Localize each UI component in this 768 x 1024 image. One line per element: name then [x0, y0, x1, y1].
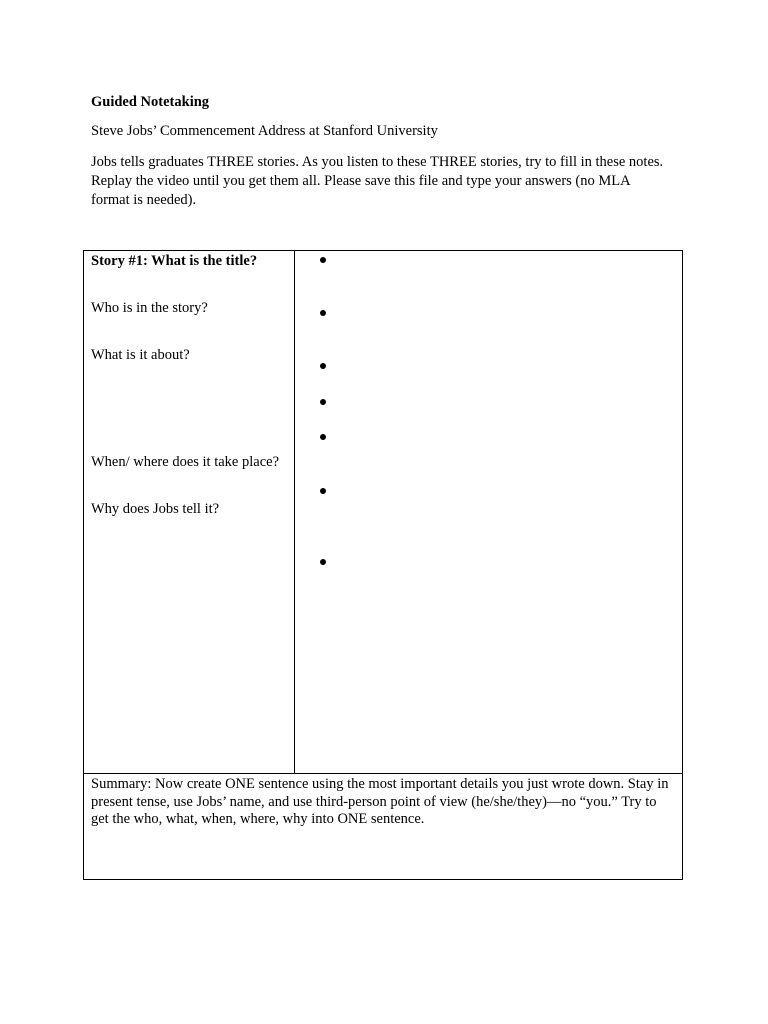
questions-column — [84, 251, 295, 773]
bullet-icon — [320, 399, 326, 405]
question-why: Why does Jobs tell it? — [91, 501, 220, 517]
document-subtitle: Steve Jobs’ Commencement Address at Stanford University — [91, 123, 438, 139]
summary-row[interactable] — [84, 773, 682, 880]
page-title: Guided Notetaking — [91, 94, 210, 110]
question-title: Story #1: What is the title? — [91, 253, 258, 269]
answers-column[interactable] — [295, 251, 683, 773]
question-what: What is it about? — [91, 347, 190, 363]
bullet-icon — [320, 488, 326, 494]
notes-table — [83, 250, 683, 880]
bullet-icon — [320, 559, 326, 565]
bullet-icon — [320, 257, 326, 263]
bullet-icon — [320, 363, 326, 369]
question-who: Who is in the story? — [91, 300, 208, 316]
question-when: When/ where does it take place? — [91, 454, 280, 470]
instructions-paragraph: Jobs tells graduates THREE stories. As you listen to these THREE stories, try to fill in these notes. Replay the video until you get them all. Please save this file and type your answers (no MLA format is needed). — [91, 154, 664, 208]
summary-instructions: Summary: Now create ONE sentence using the most important details you just wrote down. Stay in present tense, use Jobs’ name, and use third-person point of view (he/she/they)—no “you.” Try to get the who, what, when, where, why into ONE sentence. — [91, 776, 669, 827]
bullet-icon — [320, 434, 326, 440]
bullet-icon — [320, 310, 326, 316]
